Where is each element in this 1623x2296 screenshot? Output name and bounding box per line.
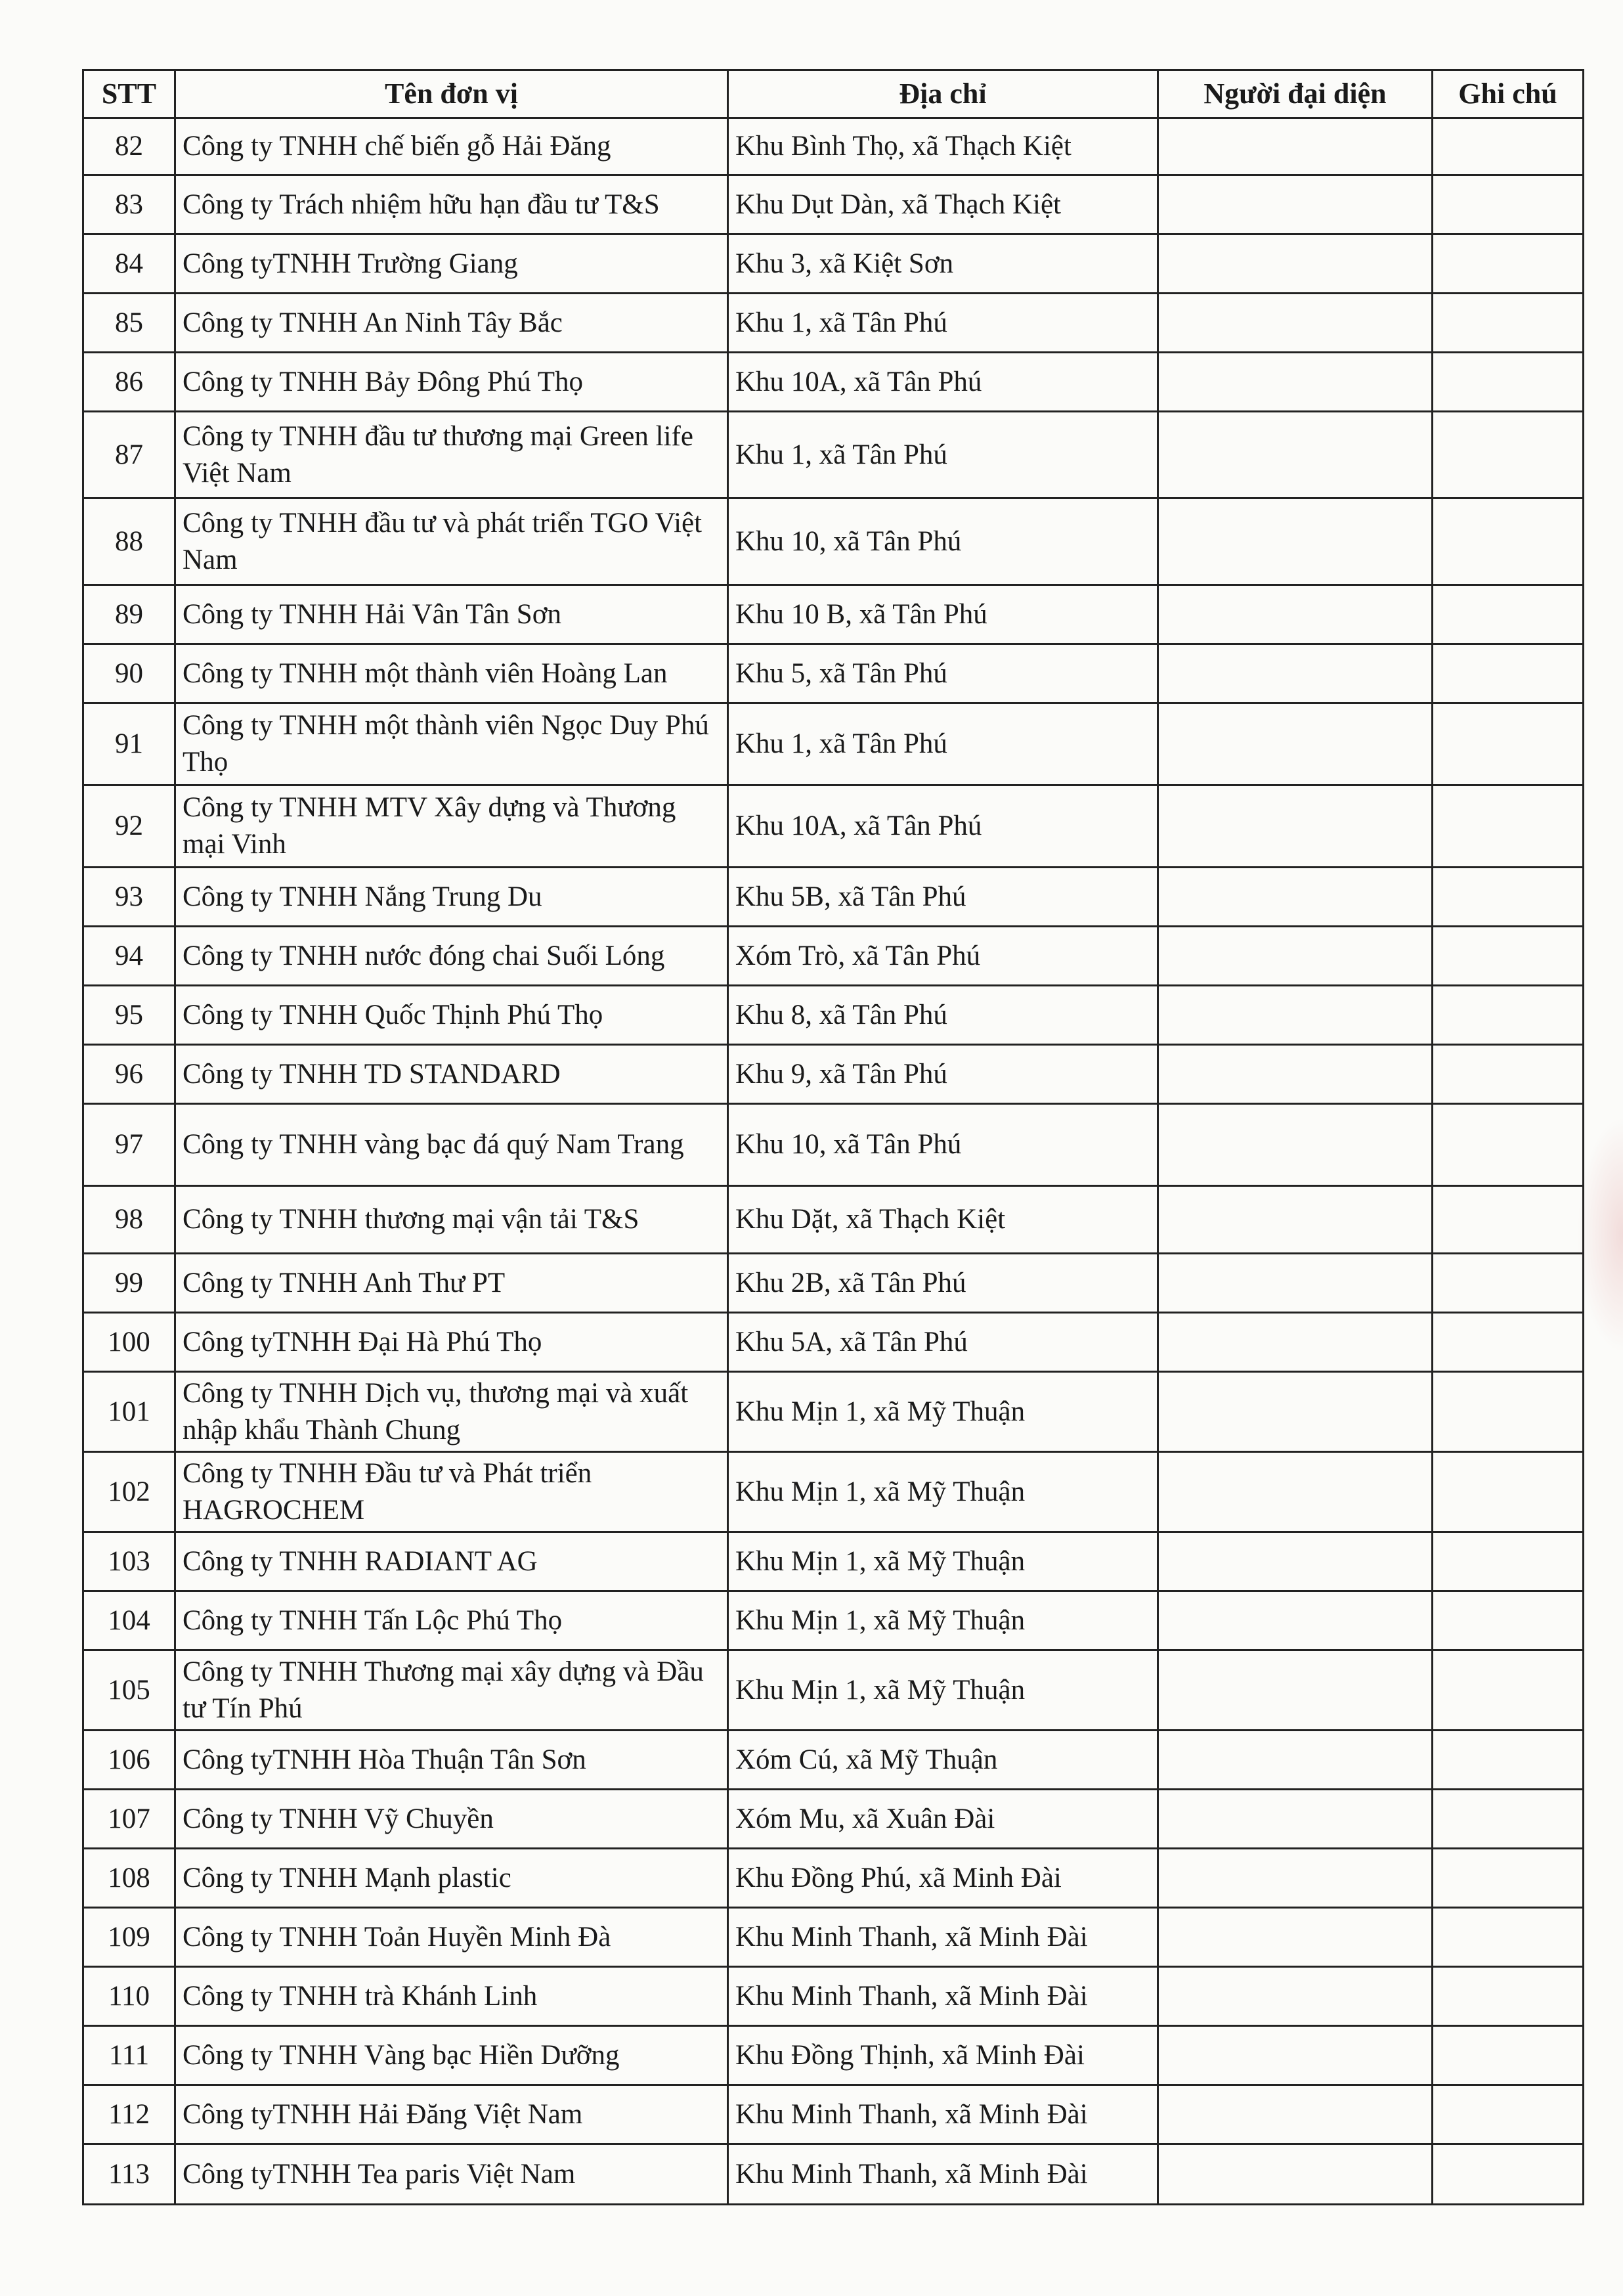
cell-address: Khu Dặt, xã Thạch Kiệt: [728, 1186, 1158, 1254]
table-row: [83, 175, 1584, 234]
cell-representative: [1158, 1045, 1433, 1104]
cell-company-name: Công tyTNHH Tea paris Việt Nam: [175, 2144, 728, 2205]
cell-stt: 111: [83, 2026, 175, 2085]
cell-representative: [1158, 353, 1433, 412]
cell-representative: [1158, 498, 1433, 585]
cell-stt: 102: [83, 1452, 175, 1532]
cell-representative: [1158, 412, 1433, 498]
table-row: [83, 1967, 1584, 2026]
cell-address: Khu Minh Thanh, xã Minh Đài: [728, 2085, 1158, 2144]
cell-address: Khu 1, xã Tân Phú: [728, 294, 1158, 353]
cell-stt: 83: [83, 175, 175, 234]
cell-note: [1433, 1967, 1584, 2026]
table-row: [83, 1532, 1584, 1591]
cell-address: Khu Mịn 1, xã Mỹ Thuận: [728, 1452, 1158, 1532]
cell-address: Khu Mịn 1, xã Mỹ Thuận: [728, 1591, 1158, 1650]
table-row: [83, 118, 1584, 175]
cell-note: [1433, 353, 1584, 412]
cell-note: [1433, 2085, 1584, 2144]
table-row: [83, 412, 1584, 498]
table-row: [83, 1591, 1584, 1650]
cell-representative: [1158, 2026, 1433, 2085]
cell-address: Xóm Cú, xã Mỹ Thuận: [728, 1731, 1158, 1790]
cell-address: Khu Mịn 1, xã Mỹ Thuận: [728, 1372, 1158, 1452]
cell-representative: [1158, 1967, 1433, 2026]
cell-representative: [1158, 1731, 1433, 1790]
cell-representative: [1158, 703, 1433, 785]
cell-address: Khu Minh Thanh, xã Minh Đài: [728, 2144, 1158, 2205]
cell-representative: [1158, 585, 1433, 644]
cell-note: [1433, 1849, 1584, 1908]
table-row: [83, 234, 1584, 294]
cell-representative: [1158, 175, 1433, 234]
cell-note: [1433, 1908, 1584, 1967]
table-row: [83, 785, 1584, 868]
cell-stt: 87: [83, 412, 175, 498]
cell-representative: [1158, 2085, 1433, 2144]
cell-company-name: Công tyTNHH Trường Giang: [175, 234, 728, 294]
cell-stt: 88: [83, 498, 175, 585]
cell-address: Khu Mịn 1, xã Mỹ Thuận: [728, 1650, 1158, 1731]
cell-note: [1433, 1372, 1584, 1452]
table-row: [83, 1849, 1584, 1908]
cell-company-name: Công ty TNHH Thương mại xây dựng và Đầu tư Tín Phú: [175, 1650, 728, 1731]
cell-address: Khu Mịn 1, xã Mỹ Thuận: [728, 1532, 1158, 1591]
cell-address: Khu Bình Thọ, xã Thạch Kiệt: [728, 118, 1158, 175]
cell-representative: [1158, 1532, 1433, 1591]
cell-address: Khu 3, xã Kiệt Sơn: [728, 234, 1158, 294]
header-address: Địa chỉ: [728, 70, 1158, 118]
table-row: [83, 927, 1584, 986]
cell-note: [1433, 703, 1584, 785]
cell-company-name: Công ty TNHH chế biến gỗ Hải Đăng: [175, 118, 728, 175]
cell-address: Khu 5, xã Tân Phú: [728, 644, 1158, 703]
table-body: [83, 118, 1584, 2205]
table-row: [83, 1045, 1584, 1104]
cell-address: Khu Đồng Phú, xã Minh Đài: [728, 1849, 1158, 1908]
cell-stt: 92: [83, 785, 175, 868]
cell-stt: 110: [83, 1967, 175, 2026]
header-representative: Người đại diện: [1158, 70, 1433, 118]
cell-company-name: Công ty Trách nhiệm hữu hạn đầu tư T&S: [175, 175, 728, 234]
cell-stt: 93: [83, 868, 175, 927]
cell-stt: 113: [83, 2144, 175, 2205]
cell-company-name: Công ty TNHH trà Khánh Linh: [175, 1967, 728, 2026]
cell-address: Xóm Trò, xã Tân Phú: [728, 927, 1158, 986]
cell-stt: 97: [83, 1104, 175, 1186]
cell-note: [1433, 498, 1584, 585]
cell-company-name: Công tyTNHH Hòa Thuận Tân Sơn: [175, 1731, 728, 1790]
cell-address: Khu Minh Thanh, xã Minh Đài: [728, 1908, 1158, 1967]
cell-address: Khu 1, xã Tân Phú: [728, 703, 1158, 785]
cell-company-name: Công ty TNHH Dịch vụ, thương mại và xuất nhập khẩu Thành Chung: [175, 1372, 728, 1452]
cell-address: Khu 5B, xã Tân Phú: [728, 868, 1158, 927]
cell-note: [1433, 412, 1584, 498]
header-stt: STT: [83, 70, 175, 118]
cell-representative: [1158, 927, 1433, 986]
cell-address: Khu 10A, xã Tân Phú: [728, 785, 1158, 868]
cell-note: [1433, 585, 1584, 644]
seal-stamp-fragment: [1577, 1116, 1623, 1353]
cell-company-name: Công ty TNHH vàng bạc đá quý Nam Trang: [175, 1104, 728, 1186]
cell-note: [1433, 294, 1584, 353]
table-row: [83, 868, 1584, 927]
cell-representative: [1158, 1372, 1433, 1452]
table-row: [83, 2026, 1584, 2085]
cell-address: Khu 10 B, xã Tân Phú: [728, 585, 1158, 644]
header-name: Tên đơn vị: [175, 70, 728, 118]
cell-stt: 95: [83, 986, 175, 1045]
cell-note: [1433, 2144, 1584, 2205]
cell-company-name: Công ty TNHH đầu tư thương mại Green life Việt Nam: [175, 412, 728, 498]
cell-stt: 101: [83, 1372, 175, 1452]
cell-address: Khu Dụt Dàn, xã Thạch Kiệt: [728, 175, 1158, 234]
cell-stt: 90: [83, 644, 175, 703]
table-row: [83, 1908, 1584, 1967]
table-row: [83, 2144, 1584, 2205]
cell-company-name: Công ty TNHH Nắng Trung Du: [175, 868, 728, 927]
cell-stt: 99: [83, 1254, 175, 1313]
cell-stt: 106: [83, 1731, 175, 1790]
cell-company-name: Công ty TNHH một thành viên Ngọc Duy Phú Thọ: [175, 703, 728, 785]
cell-stt: 107: [83, 1790, 175, 1849]
cell-note: [1433, 1313, 1584, 1372]
cell-company-name: Công ty TNHH Quốc Thịnh Phú Thọ: [175, 986, 728, 1045]
cell-representative: [1158, 986, 1433, 1045]
table-row: [83, 986, 1584, 1045]
cell-note: [1433, 927, 1584, 986]
cell-representative: [1158, 1452, 1433, 1532]
cell-stt: 109: [83, 1908, 175, 1967]
cell-address: Khu 10A, xã Tân Phú: [728, 353, 1158, 412]
cell-note: [1433, 1104, 1584, 1186]
cell-representative: [1158, 118, 1433, 175]
cell-company-name: Công tyTNHH Hải Đăng Việt Nam: [175, 2085, 728, 2144]
table-row: [83, 498, 1584, 585]
cell-note: [1433, 644, 1584, 703]
cell-note: [1433, 1186, 1584, 1254]
table-row: [83, 353, 1584, 412]
cell-company-name: Công ty TNHH Hải Vân Tân Sơn: [175, 585, 728, 644]
cell-representative: [1158, 644, 1433, 703]
table-row: [83, 1104, 1584, 1186]
table-row: [83, 1650, 1584, 1731]
cell-stt: 91: [83, 703, 175, 785]
table-row: [83, 703, 1584, 785]
cell-note: [1433, 1731, 1584, 1790]
cell-stt: 86: [83, 353, 175, 412]
table-row: [83, 1254, 1584, 1313]
cell-note: [1433, 1591, 1584, 1650]
table-row: [83, 1790, 1584, 1849]
cell-representative: [1158, 1313, 1433, 1372]
cell-stt: 103: [83, 1532, 175, 1591]
cell-note: [1433, 785, 1584, 868]
cell-note: [1433, 1650, 1584, 1731]
cell-address: Khu 10, xã Tân Phú: [728, 498, 1158, 585]
cell-company-name: Công ty TNHH MTV Xây dựng và Thương mại Vinh: [175, 785, 728, 868]
cell-company-name: Công ty TNHH Mạnh plastic: [175, 1849, 728, 1908]
cell-note: [1433, 175, 1584, 234]
table-row: [83, 644, 1584, 703]
cell-address: Khu 5A, xã Tân Phú: [728, 1313, 1158, 1372]
cell-address: Khu 2B, xã Tân Phú: [728, 1254, 1158, 1313]
cell-company-name: Công ty TNHH TD STANDARD: [175, 1045, 728, 1104]
cell-note: [1433, 1532, 1584, 1591]
table-row: [83, 2085, 1584, 2144]
header-row: [83, 70, 1584, 118]
cell-company-name: Công tyTNHH Đại Hà Phú Thọ: [175, 1313, 728, 1372]
cell-company-name: Công ty TNHH đầu tư và phát triển TGO Việt Nam: [175, 498, 728, 585]
table-row: [83, 1186, 1584, 1254]
table-row: [83, 1731, 1584, 1790]
cell-stt: 105: [83, 1650, 175, 1731]
cell-company-name: Công ty TNHH Anh Thư PT: [175, 1254, 728, 1313]
cell-address: Xóm Mu, xã Xuân Đài: [728, 1790, 1158, 1849]
cell-representative: [1158, 1186, 1433, 1254]
cell-representative: [1158, 868, 1433, 927]
cell-company-name: Công ty TNHH Toản Huyền Minh Đà: [175, 1908, 728, 1967]
cell-company-name: Công ty TNHH Tấn Lộc Phú Thọ: [175, 1591, 728, 1650]
header-note: Ghi chú: [1433, 70, 1584, 118]
cell-note: [1433, 1790, 1584, 1849]
cell-note: [1433, 234, 1584, 294]
cell-representative: [1158, 1849, 1433, 1908]
cell-company-name: Công ty TNHH Vàng bạc Hiền Dưỡng: [175, 2026, 728, 2085]
cell-company-name: Công ty TNHH An Ninh Tây Bắc: [175, 294, 728, 353]
cell-note: [1433, 1045, 1584, 1104]
cell-stt: 82: [83, 118, 175, 175]
table-row: [83, 294, 1584, 353]
cell-representative: [1158, 1908, 1433, 1967]
cell-note: [1433, 118, 1584, 175]
cell-note: [1433, 2026, 1584, 2085]
cell-representative: [1158, 1591, 1433, 1650]
cell-stt: 84: [83, 234, 175, 294]
cell-representative: [1158, 234, 1433, 294]
cell-stt: 108: [83, 1849, 175, 1908]
table-row: [83, 1313, 1584, 1372]
table-row: [83, 1372, 1584, 1452]
cell-company-name: Công ty TNHH RADIANT AG: [175, 1532, 728, 1591]
cell-representative: [1158, 2144, 1433, 2205]
cell-stt: 100: [83, 1313, 175, 1372]
cell-stt: 112: [83, 2085, 175, 2144]
cell-stt: 85: [83, 294, 175, 353]
cell-company-name: Công ty TNHH nước đóng chai Suối Lóng: [175, 927, 728, 986]
cell-address: Khu 8, xã Tân Phú: [728, 986, 1158, 1045]
cell-company-name: Công ty TNHH thương mại vận tải T&S: [175, 1186, 728, 1254]
cell-address: Khu 1, xã Tân Phú: [728, 412, 1158, 498]
cell-stt: 89: [83, 585, 175, 644]
cell-company-name: Công ty TNHH Bảy Đông Phú Thọ: [175, 353, 728, 412]
cell-address: Khu 10, xã Tân Phú: [728, 1104, 1158, 1186]
cell-company-name: Công ty TNHH một thành viên Hoàng Lan: [175, 644, 728, 703]
cell-stt: 104: [83, 1591, 175, 1650]
table-row: [83, 1452, 1584, 1532]
cell-note: [1433, 1452, 1584, 1532]
cell-stt: 94: [83, 927, 175, 986]
cell-representative: [1158, 1254, 1433, 1313]
cell-stt: 96: [83, 1045, 175, 1104]
cell-company-name: Công ty TNHH Vỹ Chuyền: [175, 1790, 728, 1849]
cell-note: [1433, 986, 1584, 1045]
cell-representative: [1158, 785, 1433, 868]
table-row: [83, 585, 1584, 644]
cell-representative: [1158, 1790, 1433, 1849]
company-register-table: [82, 69, 1584, 2205]
cell-address: Khu Đồng Thịnh, xã Minh Đài: [728, 2026, 1158, 2085]
cell-note: [1433, 1254, 1584, 1313]
cell-note: [1433, 868, 1584, 927]
cell-address: Khu Minh Thanh, xã Minh Đài: [728, 1967, 1158, 2026]
cell-address: Khu 9, xã Tân Phú: [728, 1045, 1158, 1104]
cell-stt: 98: [83, 1186, 175, 1254]
cell-company-name: Công ty TNHH Đầu tư và Phát triển HAGROCHEM: [175, 1452, 728, 1532]
cell-representative: [1158, 1104, 1433, 1186]
cell-representative: [1158, 294, 1433, 353]
table-header: [83, 70, 1584, 118]
cell-representative: [1158, 1650, 1433, 1731]
